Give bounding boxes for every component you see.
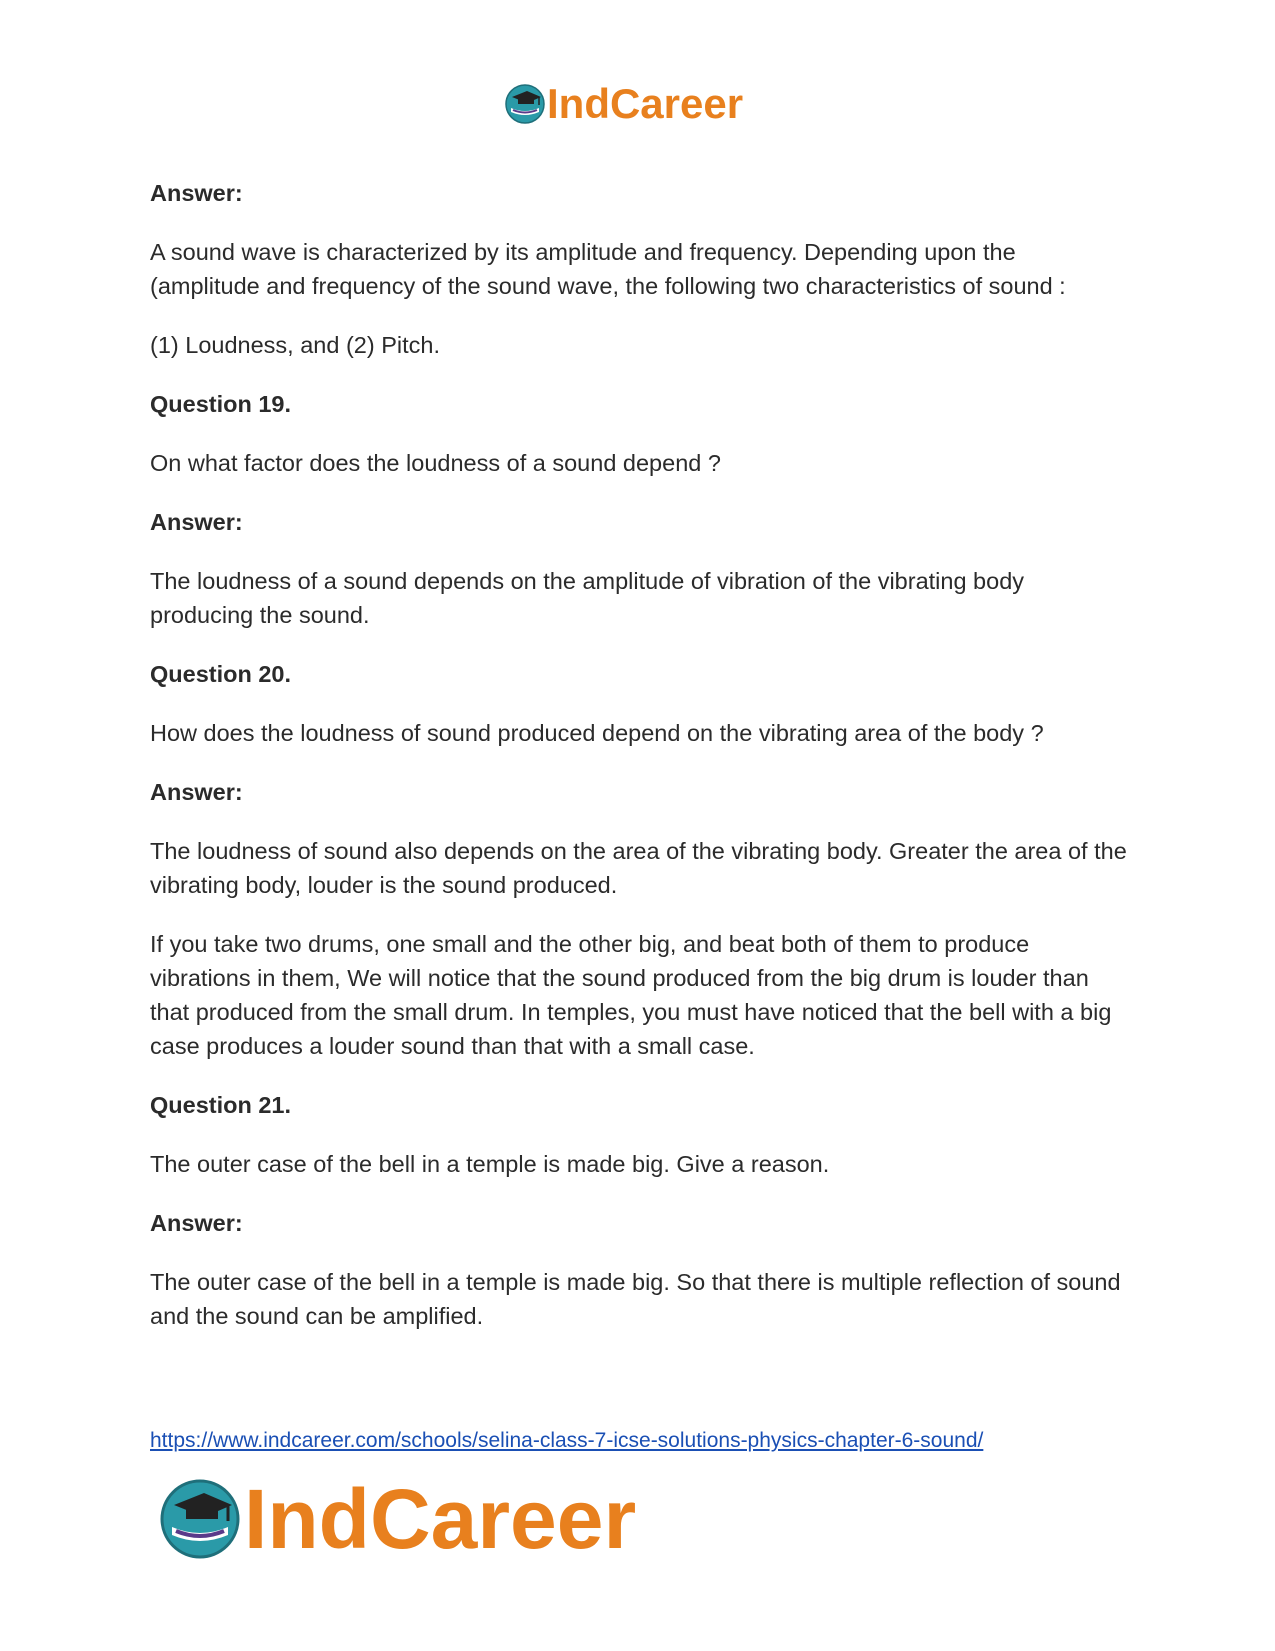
paragraph: The outer case of the bell in a temple is made big. So that there is multiple reflection of sound and the sound can be amplified. <box>150 1269 1121 1329</box>
paragraph: The outer case of the bell in a temple is made big. Give a reason. <box>150 1151 830 1177</box>
section-label: Question 20. <box>150 661 292 687</box>
paragraph: (1) Loudness, and (2) Pitch. <box>150 332 440 358</box>
section-label: Question 21. <box>150 1092 292 1118</box>
section-label: Answer: <box>150 509 243 535</box>
paragraph: How does the loudness of sound produced depend on the vibrating area of the body ? <box>150 720 1044 746</box>
graduation-globe-icon <box>160 1479 240 1559</box>
paragraph: On what factor does the loudness of a sound depend ? <box>150 450 721 476</box>
paragraph: The loudness of sound also depends on the area of the vibrating body. Greater the area of the vibrating body, louder is the sound produced. <box>150 838 1127 898</box>
paragraph: If you take two drums, one small and the other big, and beat both of them to produce vibrations in them, We will notice that the sound produced from the big drum is louder than that produced from the small drum. In temples, you must have noticed that the bell with a big case produces a louder sound than that with a small case. <box>150 931 1112 1059</box>
paragraph: A sound wave is characterized by its amplitude and frequency. Depending upon the (amplitude and frequency of the sound wave, the following two characteristics of sound : <box>150 239 1066 299</box>
section-label: Answer: <box>150 779 243 805</box>
header-logo-text: IndCareer <box>547 80 744 127</box>
paragraph: The loudness of a sound depends on the amplitude of vibration of the vibrating body producing the sound. <box>150 568 1025 628</box>
footer-logo-text: IndCareer <box>244 1471 637 1566</box>
section-label: Question 19. <box>150 391 292 417</box>
footer-logo <box>160 1471 637 1566</box>
source-link[interactable]: https://www.indcareer.com/schools/selina-class-7-icse-solutions-physics-chapter-6-sound/ <box>150 1429 984 1452</box>
section-label: Answer: <box>150 1210 243 1236</box>
section-label: Answer: <box>150 180 243 206</box>
document-body <box>150 176 1130 1358</box>
header-logo <box>505 80 743 128</box>
graduation-globe-icon <box>505 84 545 124</box>
